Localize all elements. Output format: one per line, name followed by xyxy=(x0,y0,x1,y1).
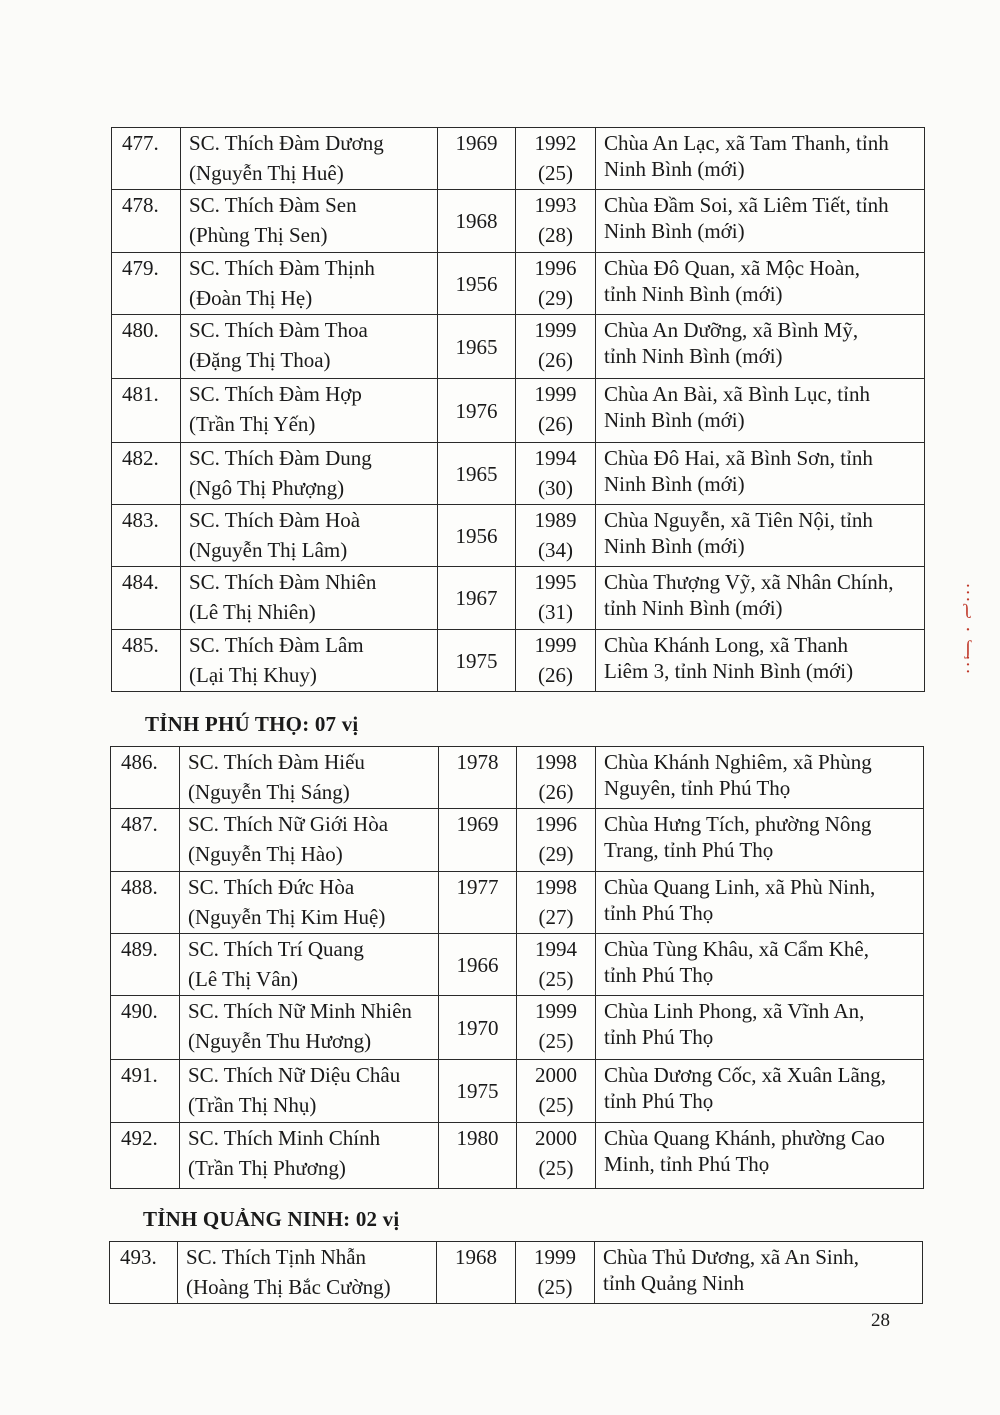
cell-temple-address xyxy=(596,934,924,996)
dharma-name: SC. Thích Đàm Thịnh xyxy=(189,256,375,280)
secular-name: (Phùng Thị Sen) xyxy=(189,223,328,247)
cell-name xyxy=(181,443,438,505)
cell-ordination xyxy=(516,630,596,692)
birth-year: 1968 xyxy=(455,209,498,233)
row-number: 477. xyxy=(122,131,159,155)
cell-temple-address xyxy=(596,379,925,443)
cell-birth-year xyxy=(439,809,517,872)
birth-year: 1966 xyxy=(456,952,499,977)
table-row xyxy=(112,567,925,630)
secular-name: (Nguyễn Thị Lâm) xyxy=(189,538,348,562)
cell-temple-address xyxy=(596,128,925,190)
cell-name xyxy=(181,315,438,379)
secular-name: (Trần Thị Yến) xyxy=(189,412,316,436)
cell-temple-address xyxy=(596,315,925,379)
birth-year: 1965 xyxy=(455,334,498,359)
temple-name: Chùa Hưng Tích, phường Nông xyxy=(604,812,872,836)
row-number: 488. xyxy=(121,875,158,899)
temple-province: tỉnh Ninh Bình (mới) xyxy=(604,596,783,620)
dharma-name: SC. Thích Đức Hòa xyxy=(188,875,355,899)
row-number: 486. xyxy=(121,750,158,774)
ordination-year: 1998 xyxy=(535,750,577,774)
ordination-year: 1994 xyxy=(534,446,577,470)
cell-number xyxy=(112,190,181,253)
cell-birth-year xyxy=(438,379,516,443)
dharma-name: SC. Thích Đàm Nhiên xyxy=(189,570,377,594)
cell-temple-address xyxy=(596,809,924,872)
ordination-age: (26) xyxy=(538,412,573,436)
cell-name xyxy=(180,809,439,872)
ordination-age: (29) xyxy=(538,842,574,866)
table-row xyxy=(112,505,925,567)
ordination-age: (34) xyxy=(538,538,573,562)
secular-name: (Đoàn Thị Hẹ) xyxy=(189,286,313,310)
ordination-year: 1999 xyxy=(534,318,577,342)
secular-name: (Nguyễn Thu Hương) xyxy=(188,1029,372,1053)
ordination-year: 1999 xyxy=(535,999,577,1023)
cell-birth-year xyxy=(438,315,516,379)
birth-year: 1968 xyxy=(455,1245,497,1269)
cell-number xyxy=(111,934,180,996)
dharma-name: SC. Thích Đàm Dung xyxy=(189,446,372,470)
temple-province: Ninh Bình (mới) xyxy=(604,157,745,181)
secular-name: (Ngô Thị Phượng) xyxy=(189,476,345,500)
row-number: 485. xyxy=(122,633,159,657)
temple-name: Chùa Đô Quan, xã Mộc Hoàn, xyxy=(604,256,861,280)
cell-name xyxy=(181,190,438,253)
cell-birth-year xyxy=(438,443,516,505)
table-row xyxy=(112,128,925,190)
birth-year: 1970 xyxy=(456,1015,499,1040)
table-row xyxy=(111,809,924,872)
table-row xyxy=(112,443,925,505)
cell-birth-year xyxy=(439,996,517,1060)
cell-number xyxy=(112,443,181,505)
row-number: 478. xyxy=(122,193,159,217)
temple-name: Chùa Thượng Vỹ, xã Nhân Chính, xyxy=(604,570,894,594)
temple-name: Chùa Đô Hai, xã Bình Sơn, tỉnh xyxy=(604,446,873,470)
secular-name: (Trần Thị Phương) xyxy=(188,1156,346,1180)
secular-name: (Lê Thị Vân) xyxy=(188,967,299,991)
ordination-year: 1999 xyxy=(534,633,577,657)
ordination-age: (25) xyxy=(538,1093,574,1117)
table-row xyxy=(111,1060,924,1123)
cell-name xyxy=(180,747,439,809)
cell-birth-year xyxy=(439,934,517,996)
cell-number xyxy=(111,1060,180,1123)
cell-temple-address xyxy=(596,747,924,809)
cell-birth-year xyxy=(437,1242,516,1304)
ordination-age: (25) xyxy=(537,1275,573,1299)
ordination-age: (31) xyxy=(538,600,573,624)
cell-name xyxy=(181,505,438,567)
cell-birth-year xyxy=(438,190,516,253)
cell-number xyxy=(111,747,180,809)
ordination-year: 1996 xyxy=(535,812,577,836)
birth-year: 1976 xyxy=(455,398,498,423)
birth-year: 1969 xyxy=(456,812,499,836)
cell-temple-address xyxy=(596,443,925,505)
cell-number xyxy=(111,809,180,872)
section-heading-quang-ninh: TỈNH QUẢNG NINH: 02 vị xyxy=(143,1207,400,1231)
dharma-name: SC. Thích Tịnh Nhẫn xyxy=(186,1245,367,1269)
cell-ordination xyxy=(516,567,596,630)
cell-ordination xyxy=(517,1123,596,1189)
roster-table-phu-tho xyxy=(110,746,924,1189)
birth-year: 1975 xyxy=(455,648,498,673)
ordination-age: (29) xyxy=(538,286,573,310)
cell-birth-year xyxy=(439,747,517,809)
temple-name: Chùa Tùng Khâu, xã Cẩm Khê, xyxy=(604,937,869,961)
cell-temple-address xyxy=(596,872,924,934)
cell-ordination xyxy=(517,1060,596,1123)
cell-birth-year xyxy=(439,1060,517,1123)
table-row xyxy=(111,747,924,809)
cell-number xyxy=(112,630,181,692)
dharma-name: SC. Thích Nữ Minh Nhiên xyxy=(188,999,412,1023)
cell-name xyxy=(181,253,438,315)
temple-province: Ninh Bình (mới) xyxy=(604,534,745,558)
ordination-age: (25) xyxy=(538,967,574,991)
section-heading-phu-tho: TỈNH PHÚ THỌ: 07 vị xyxy=(145,712,359,736)
cell-ordination xyxy=(516,379,596,443)
cell-ordination xyxy=(517,809,596,872)
ordination-age: (28) xyxy=(538,223,573,247)
cell-temple-address xyxy=(596,253,925,315)
temple-name: Chùa Khánh Nghiêm, xã Phùng xyxy=(604,750,872,774)
cell-ordination xyxy=(516,190,596,253)
cell-temple-address xyxy=(596,630,925,692)
dharma-name: SC. Thích Đàm Hợp xyxy=(189,382,362,406)
cell-number xyxy=(111,1123,180,1189)
temple-province: tỉnh Phú Thọ xyxy=(604,963,714,987)
ordination-age: (25) xyxy=(538,1029,574,1053)
secular-name: (Nguyễn Thị Huê) xyxy=(189,161,344,185)
cell-ordination xyxy=(517,747,596,809)
table-row xyxy=(111,996,924,1060)
temple-name: Chùa Thủ Dương, xã An Sinh, xyxy=(603,1245,860,1269)
row-number: 493. xyxy=(120,1245,157,1269)
temple-name: Chùa Quang Khánh, phường Cao xyxy=(604,1126,885,1150)
cell-name xyxy=(180,934,439,996)
ordination-year: 1992 xyxy=(534,131,577,155)
ordination-year: 2000 xyxy=(535,1063,577,1087)
ordination-age: (26) xyxy=(538,780,574,804)
ordination-age: (27) xyxy=(538,905,574,929)
cell-birth-year xyxy=(438,253,516,315)
row-number: 481. xyxy=(122,382,159,406)
temple-name: Chùa Khánh Long, xã Thanh xyxy=(604,633,848,657)
dharma-name: SC. Thích Nữ Giới Hòa xyxy=(188,812,389,836)
ordination-age: (30) xyxy=(538,476,573,500)
cell-number xyxy=(111,872,180,934)
cell-ordination xyxy=(516,443,596,505)
cell-ordination xyxy=(516,1242,595,1304)
temple-province: Ninh Bình (mới) xyxy=(604,408,745,432)
temple-name: Chùa Nguyễn, xã Tiên Nội, tỉnh xyxy=(604,508,873,532)
cell-number xyxy=(112,505,181,567)
cell-name xyxy=(180,996,439,1060)
secular-name: (Hoàng Thị Bắc Cường) xyxy=(186,1275,391,1299)
dharma-name: SC. Thích Đàm Hiếu xyxy=(188,750,365,774)
roster-table-quang-ninh xyxy=(109,1241,923,1304)
cell-temple-address xyxy=(595,1242,923,1304)
table-row xyxy=(110,1242,923,1304)
temple-province: Ninh Bình (mới) xyxy=(604,219,745,243)
secular-name: (Nguyễn Thị Hào) xyxy=(188,842,343,866)
ordination-age: (26) xyxy=(538,348,573,372)
table-row xyxy=(112,315,925,379)
row-number: 484. xyxy=(122,570,159,594)
roster-table-ninh-binh xyxy=(111,127,925,692)
cell-temple-address xyxy=(596,505,925,567)
ordination-year: 1996 xyxy=(534,256,577,280)
table-row xyxy=(111,1123,924,1189)
cell-number xyxy=(112,253,181,315)
dharma-name: SC. Thích Đàm Dương xyxy=(189,131,384,155)
ordination-age: (25) xyxy=(538,161,573,185)
cell-temple-address xyxy=(596,1123,924,1189)
temple-name: Chùa Quang Linh, xã Phù Ninh, xyxy=(604,875,876,899)
cell-birth-year xyxy=(438,567,516,630)
cell-ordination xyxy=(517,934,596,996)
cell-name xyxy=(180,872,439,934)
cell-ordination xyxy=(517,996,596,1060)
cell-ordination xyxy=(516,128,596,190)
dharma-name: SC. Thích Đàm Lâm xyxy=(189,633,364,657)
temple-province: Liêm 3, tỉnh Ninh Bình (mới) xyxy=(604,659,854,683)
cell-birth-year xyxy=(438,128,516,190)
temple-name: Chùa An Lạc, xã Tam Thanh, tỉnh xyxy=(604,131,889,155)
temple-province: Nguyên, tỉnh Phú Thọ xyxy=(604,776,791,800)
table-row xyxy=(112,379,925,443)
page-number: 28 xyxy=(871,1310,890,1331)
cell-temple-address xyxy=(596,1060,924,1123)
ordination-year: 1993 xyxy=(534,193,577,217)
cell-birth-year xyxy=(438,630,516,692)
temple-name: Chùa An Bài, xã Bình Lục, tỉnh xyxy=(604,382,870,406)
cell-name xyxy=(180,1060,439,1123)
birth-year: 1978 xyxy=(456,750,499,774)
ordination-year: 1999 xyxy=(534,382,577,406)
dharma-name: SC. Thích Đàm Sen xyxy=(189,193,357,217)
row-number: 489. xyxy=(121,937,158,961)
secular-name: (Lê Thị Nhiên) xyxy=(189,600,316,624)
cell-temple-address xyxy=(596,996,924,1060)
cell-temple-address xyxy=(596,190,925,253)
row-number: 490. xyxy=(121,999,158,1023)
ordination-year: 1989 xyxy=(534,508,577,532)
temple-province: tỉnh Quảng Ninh xyxy=(603,1271,745,1295)
margin-stamp-mark: ︙ ʅ · ʃ ︙ xyxy=(958,583,978,677)
cell-birth-year xyxy=(439,872,517,934)
row-number: 480. xyxy=(122,318,159,342)
ordination-year: 1995 xyxy=(534,570,577,594)
cell-ordination xyxy=(516,315,596,379)
table-row xyxy=(112,253,925,315)
ordination-age: (25) xyxy=(538,1156,574,1180)
table-row xyxy=(112,190,925,253)
ordination-year: 1999 xyxy=(534,1245,576,1269)
cell-birth-year xyxy=(438,505,516,567)
birth-year: 1956 xyxy=(455,271,498,296)
row-number: 479. xyxy=(122,256,159,280)
temple-province: Ninh Bình (mới) xyxy=(604,472,745,496)
dharma-name: SC. Thích Đàm Thoa xyxy=(189,318,368,342)
cell-number xyxy=(112,315,181,379)
dharma-name: SC. Thích Minh Chính xyxy=(188,1126,381,1150)
temple-province: Minh, tỉnh Phú Thọ xyxy=(604,1152,770,1176)
temple-province: Trang, tỉnh Phú Thọ xyxy=(604,838,774,862)
cell-number xyxy=(110,1242,178,1304)
secular-name: (Đặng Thị Thoa) xyxy=(189,348,331,372)
table-row xyxy=(111,934,924,996)
cell-name xyxy=(181,128,438,190)
row-number: 483. xyxy=(122,508,159,532)
temple-province: tỉnh Phú Thọ xyxy=(604,1025,714,1049)
row-number: 487. xyxy=(121,812,158,836)
secular-name: (Nguyễn Thị Kim Huệ) xyxy=(188,905,386,929)
ordination-age: (26) xyxy=(538,663,573,687)
temple-name: Chùa Đầm Soi, xã Liêm Tiết, tỉnh xyxy=(604,193,889,217)
table-row xyxy=(112,630,925,692)
birth-year: 1965 xyxy=(455,461,498,486)
row-number: 482. xyxy=(122,446,159,470)
cell-name xyxy=(180,1123,439,1189)
table-row xyxy=(111,872,924,934)
ordination-year: 2000 xyxy=(535,1126,577,1150)
secular-name: (Lại Thị Khuy) xyxy=(189,663,317,687)
temple-province: tỉnh Phú Thọ xyxy=(604,901,714,925)
cell-name xyxy=(178,1242,437,1304)
cell-ordination xyxy=(516,505,596,567)
cell-name xyxy=(181,630,438,692)
row-number: 492. xyxy=(121,1126,158,1150)
temple-name: Chùa An Dưỡng, xã Bình Mỹ, xyxy=(604,318,859,342)
birth-year: 1977 xyxy=(456,875,499,899)
cell-number xyxy=(111,996,180,1060)
cell-number xyxy=(112,128,181,190)
ordination-year: 1994 xyxy=(535,937,577,961)
cell-temple-address xyxy=(596,567,925,630)
cell-number xyxy=(112,379,181,443)
cell-number xyxy=(112,567,181,630)
temple-name: Chùa Linh Phong, xã Vĩnh An, xyxy=(604,999,865,1023)
dharma-name: SC. Thích Trí Quang xyxy=(188,937,364,961)
row-number: 491. xyxy=(121,1063,158,1087)
birth-year: 1969 xyxy=(455,131,498,155)
birth-year: 1980 xyxy=(456,1126,499,1150)
birth-year: 1956 xyxy=(455,523,498,548)
birth-year: 1975 xyxy=(456,1079,499,1103)
cell-birth-year xyxy=(439,1123,517,1189)
cell-ordination xyxy=(516,253,596,315)
birth-year: 1967 xyxy=(455,586,498,610)
temple-province: tỉnh Ninh Bình (mới) xyxy=(604,282,783,306)
cell-name xyxy=(181,567,438,630)
secular-name: (Nguyễn Thị Sáng) xyxy=(188,780,350,804)
cell-name xyxy=(181,379,438,443)
ordination-year: 1998 xyxy=(535,875,577,899)
temple-province: tỉnh Phú Thọ xyxy=(604,1089,714,1113)
secular-name: (Trần Thị Nhụ) xyxy=(188,1093,317,1117)
temple-province: tỉnh Ninh Bình (mới) xyxy=(604,344,783,368)
dharma-name: SC. Thích Đàm Hoà xyxy=(189,508,361,532)
cell-ordination xyxy=(517,872,596,934)
temple-name: Chùa Dương Cốc, xã Xuân Lãng, xyxy=(604,1063,887,1087)
dharma-name: SC. Thích Nữ Diệu Châu xyxy=(188,1063,401,1087)
